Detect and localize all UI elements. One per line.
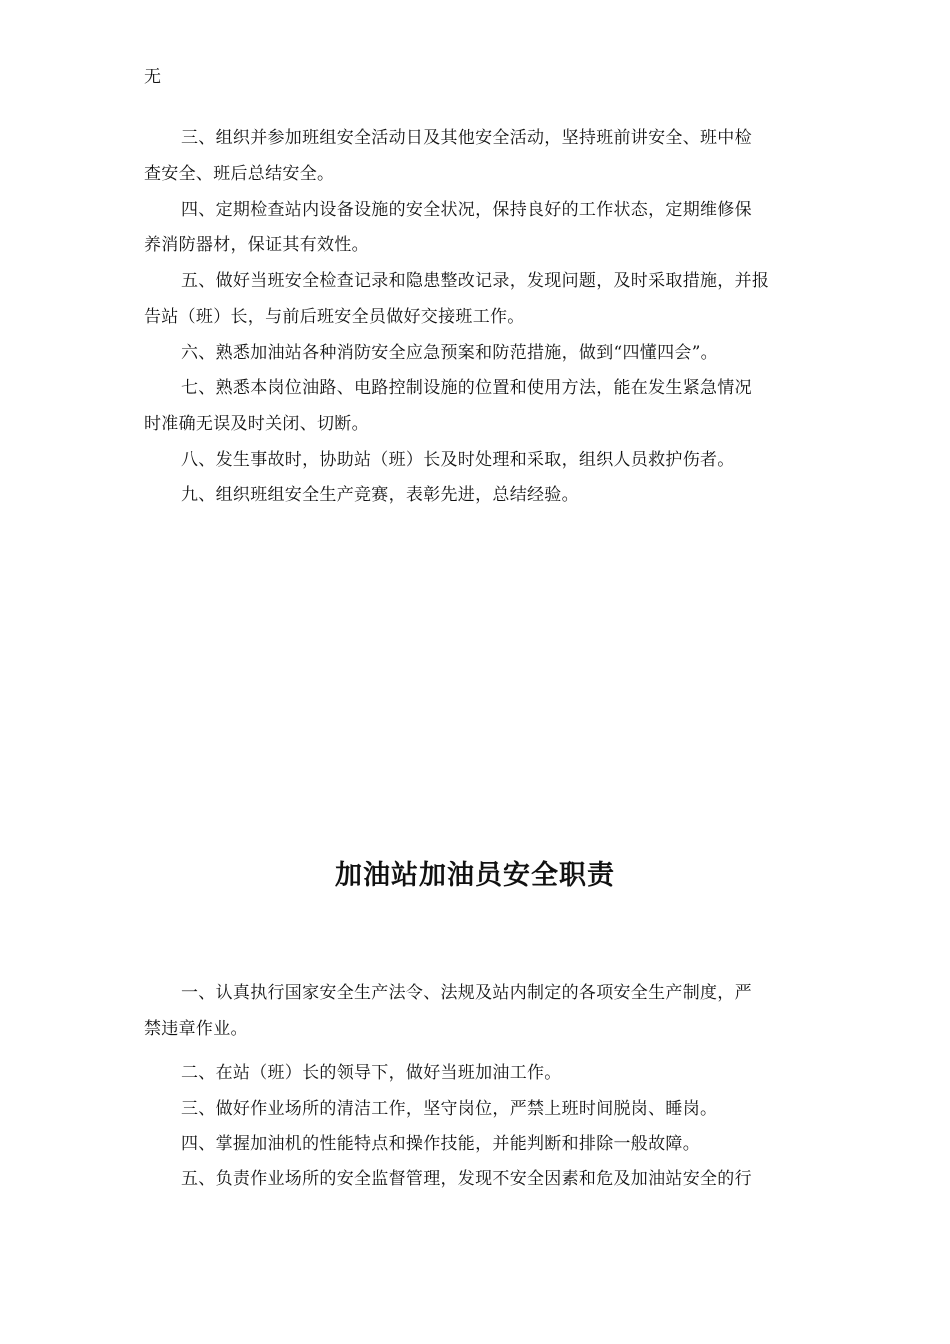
attendant-duty-2: 二、在站（班）长的领导下，做好当班加油工作。 <box>181 1063 562 1083</box>
attendant-duty-1-line-1: 一、认真执行国家安全生产法令、法规及站内制定的各项安全生产制度，严 <box>181 983 752 1003</box>
section-title: 加油站加油员安全职责 <box>335 860 615 891</box>
duty-item-5-line-1: 五、做好当班安全检查记录和隐患整改记录，发现问题，及时采取措施，并报 <box>181 271 770 291</box>
duty-item-6: 六、熟悉加油站各种消防安全应急预案和防范措施，做到“四懂四会”。 <box>181 343 718 363</box>
duty-item-8: 八、发生事故时，协助站（班）长及时处理和采取，组织人员救护伤者。 <box>181 450 735 470</box>
continuation-line: 无 <box>144 67 162 87</box>
duty-item-9: 九、组织班组安全生产竞赛，表彰先进，总结经验。 <box>181 485 579 505</box>
attendant-duty-5-line-1: 五、负责作业场所的安全监督管理，发现不安全因素和危及加油站安全的行 <box>181 1169 752 1189</box>
attendant-duty-4: 四、掌握加油机的性能特点和操作技能，并能判断和排除一般故障。 <box>181 1134 700 1154</box>
attendant-duty-1-line-2: 禁违章作业。 <box>144 1019 248 1039</box>
duty-item-4-line-2: 养消防器材，保证其有效性。 <box>144 235 369 255</box>
duty-item-5-line-2: 告站（班）长，与前后班安全员做好交接班工作。 <box>144 307 525 327</box>
duty-item-7-line-2: 时准确无误及时关闭、切断。 <box>144 414 369 434</box>
attendant-duty-3: 三、做好作业场所的清洁工作，坚守岗位，严禁上班时间脱岗、睡岗。 <box>181 1099 718 1119</box>
duty-item-3-line-2: 查安全、班后总结安全。 <box>144 164 335 184</box>
duty-item-3-line-1: 三、组织并参加班组安全活动日及其他安全活动，坚持班前讲安全、班中检 <box>181 128 752 148</box>
duty-item-4-line-1: 四、定期检查站内设备设施的安全状况，保持良好的工作状态，定期维修保 <box>181 200 752 220</box>
duty-item-7-line-1: 七、熟悉本岗位油路、电路控制设施的位置和使用方法，能在发生紧急情况 <box>181 378 752 398</box>
